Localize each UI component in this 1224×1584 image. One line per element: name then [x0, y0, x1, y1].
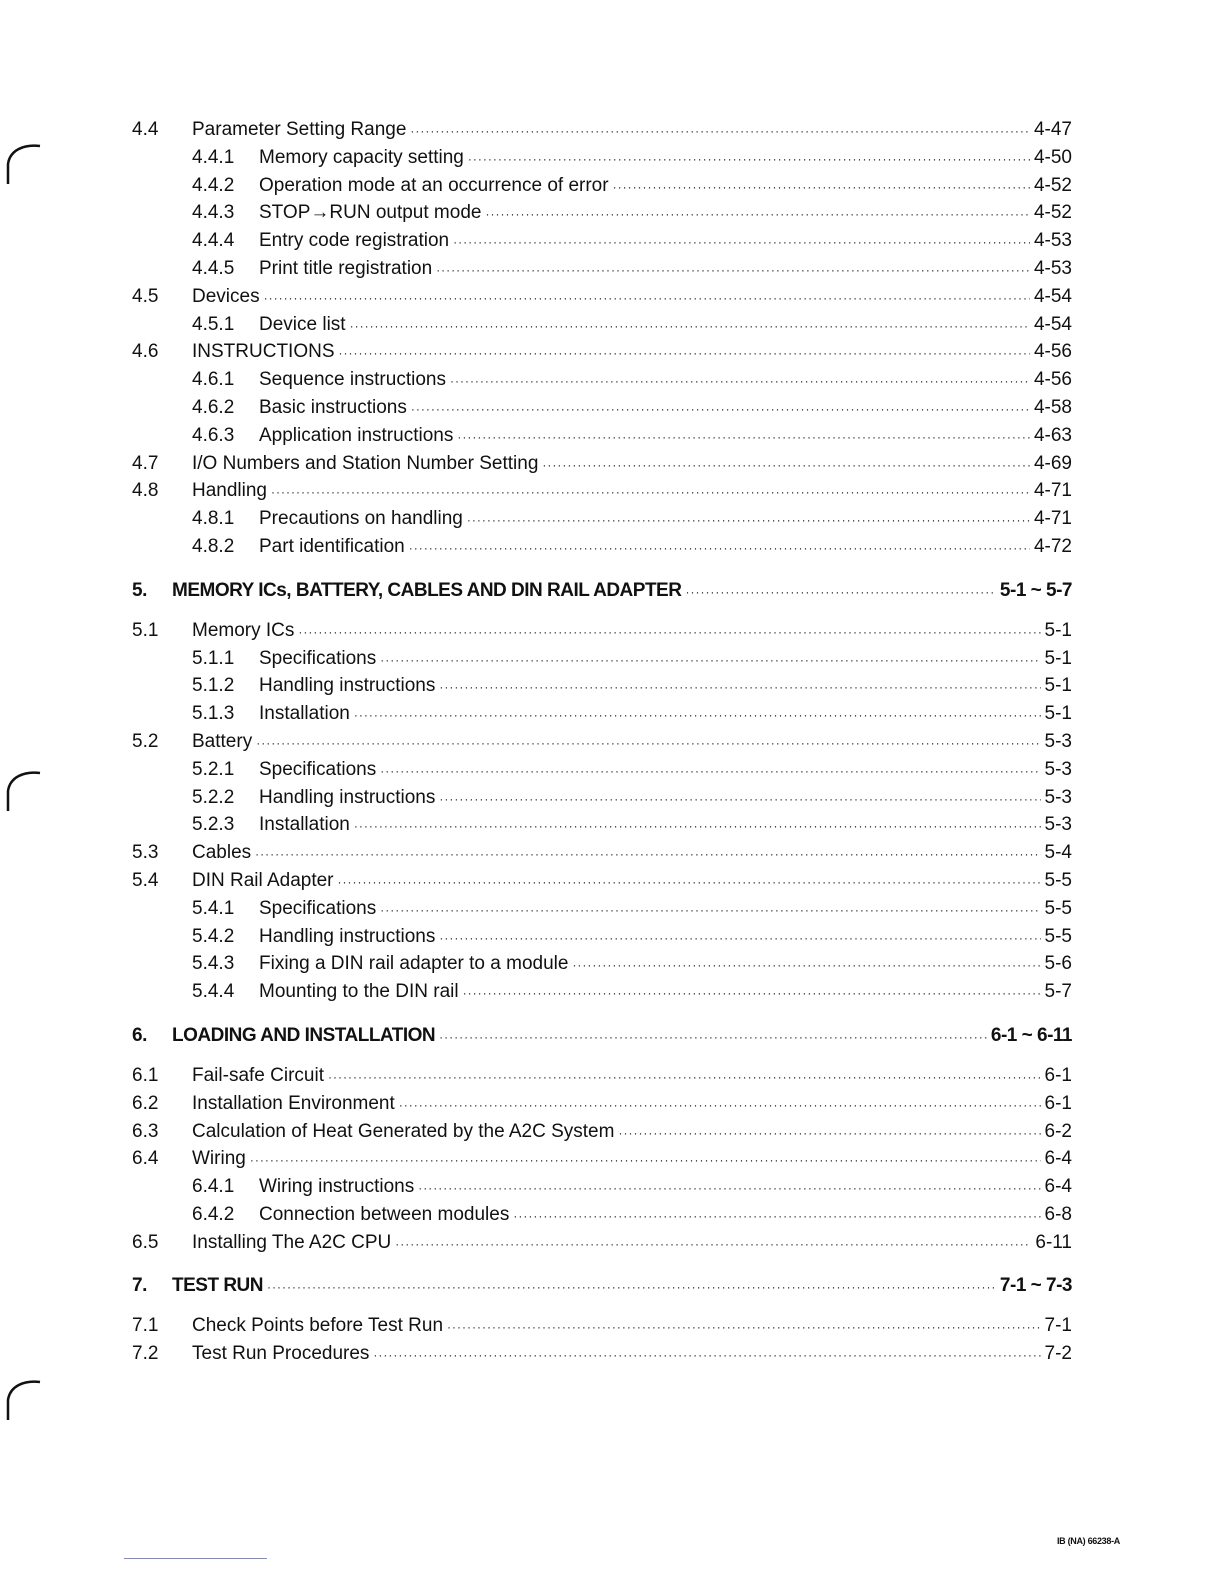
dot-leader: [264, 285, 1030, 313]
toc-entry[interactable]: [132, 978, 1072, 1006]
toc-entry-title: Specifications: [259, 758, 377, 780]
toc-entry-page: 4-71: [1033, 480, 1072, 502]
toc-entry-page: 6-1: [1044, 1092, 1072, 1114]
toc-entry[interactable]: [132, 1312, 1072, 1340]
toc-entry[interactable]: [132, 811, 1072, 839]
toc-entry-page: 5-5: [1044, 869, 1072, 891]
toc-entry-title: Sequence instructions: [259, 369, 446, 391]
dot-leader: [447, 1314, 1041, 1342]
toc-entry-page: 5-1: [1044, 675, 1072, 697]
dot-leader: [542, 452, 1030, 480]
toc-entry-title: Test Run Procedures: [192, 1343, 370, 1365]
toc-entry-title: Application instructions: [259, 424, 454, 446]
toc-entry-title: Memory capacity setting: [259, 146, 464, 168]
dot-leader: [409, 535, 1030, 563]
dot-leader: [513, 1203, 1040, 1231]
toc-entry[interactable]: [132, 1145, 1072, 1173]
toc-entry-page: 5-4: [1044, 842, 1072, 864]
dot-leader: [439, 674, 1040, 702]
toc-entry-number: 6.4: [132, 1148, 159, 1170]
toc-entry[interactable]: [132, 477, 1072, 505]
toc-entry[interactable]: [132, 450, 1072, 478]
toc-entry[interactable]: [132, 672, 1072, 700]
toc-entry[interactable]: [132, 227, 1072, 255]
toc-entry-number: 6.5: [132, 1231, 159, 1253]
toc-entry-title: Connection between modules: [259, 1203, 510, 1225]
dot-leader: [255, 841, 1040, 869]
toc-entry-page: 4-52: [1033, 174, 1072, 196]
binder-hole-mark: [2, 1374, 42, 1424]
dot-leader: [439, 1024, 987, 1052]
toc-entry-title: Specifications: [259, 897, 377, 919]
dot-leader: [685, 579, 995, 607]
toc-entry[interactable]: [132, 1062, 1072, 1090]
toc-entry-title: Check Points before Test Run: [192, 1315, 444, 1337]
toc-entry[interactable]: [132, 172, 1072, 200]
dot-leader: [411, 396, 1030, 424]
toc-entry-page: 5-1: [1044, 703, 1072, 725]
toc-entry-page: 4-53: [1033, 230, 1072, 252]
toc-chapter-entry[interactable]: [132, 577, 1072, 605]
toc-entry-page: 6-4: [1044, 1148, 1072, 1170]
toc-entry[interactable]: [132, 1201, 1072, 1229]
toc-entry[interactable]: [132, 1090, 1072, 1118]
dot-leader: [373, 1342, 1040, 1370]
dot-leader: [271, 479, 1030, 507]
toc-entry-page: 4-47: [1033, 119, 1072, 140]
toc-entry-title: INSTRUCTIONS: [192, 341, 335, 363]
toc-entry[interactable]: [132, 1173, 1072, 1201]
dot-leader: [439, 786, 1040, 814]
toc-entry-number: 4.7: [132, 452, 159, 474]
toc-entry-number: 5.4.1: [192, 897, 235, 919]
toc-entry-number: 4.4.4: [192, 230, 235, 252]
toc-entry-number: 5.1: [132, 619, 159, 641]
toc-entry[interactable]: [132, 255, 1072, 283]
toc-entry-number: 4.6.3: [192, 424, 235, 446]
toc-entry-number: 5.2.2: [192, 786, 235, 808]
dot-leader: [439, 925, 1040, 953]
toc-entry[interactable]: [132, 756, 1072, 784]
toc-entry[interactable]: [132, 116, 1072, 144]
toc-entry[interactable]: [132, 283, 1072, 311]
toc-entry-title: Entry code registration: [259, 230, 450, 252]
toc-entry-number: 4.6: [132, 341, 159, 363]
dot-leader: [436, 257, 1030, 285]
toc-entry-page: 5-3: [1044, 786, 1072, 808]
toc-entry-title: Memory ICs: [192, 619, 295, 641]
toc-entry-page: 4-69: [1033, 452, 1072, 474]
toc-entry-number: 4.8.1: [192, 508, 235, 530]
toc-entry-page: 6-4: [1044, 1176, 1072, 1198]
toc-entry-title: Installation: [259, 814, 350, 836]
toc-entry-page: 5-3: [1044, 730, 1072, 752]
toc-entry-title: Mounting to the DIN rail: [259, 981, 459, 1003]
dot-leader: [457, 424, 1030, 452]
dot-leader: [380, 758, 1040, 786]
toc-entry-page: 4-56: [1033, 369, 1072, 391]
toc-entry-page: 5-7: [1044, 981, 1072, 1003]
toc-entry-number: 4.4.3: [192, 202, 235, 224]
toc-entry-page: 4-71: [1033, 508, 1072, 530]
toc-entry-page: 6-1: [1044, 1064, 1072, 1086]
dot-leader: [618, 1120, 1040, 1148]
toc-entry[interactable]: [132, 950, 1072, 978]
dot-leader: [613, 174, 1030, 202]
toc-entry-title: Installation: [259, 703, 350, 725]
dot-leader: [467, 507, 1030, 535]
toc-entry-title: Print title registration: [259, 257, 433, 279]
toc-entry-number: 4.4.2: [192, 174, 235, 196]
dot-leader: [395, 1231, 1031, 1259]
toc-entry[interactable]: [132, 700, 1072, 728]
toc-entry-title: I/O Numbers and Station Number Setting: [192, 452, 539, 474]
toc-entry[interactable]: [132, 839, 1072, 867]
toc-entry-page: 5-1: [1044, 647, 1072, 669]
toc-entry-page: 7-1 ~ 7-3: [999, 1275, 1072, 1297]
toc-entry-page: 6-1 ~ 6-11: [990, 1024, 1072, 1046]
toc-entry[interactable]: [132, 422, 1072, 450]
toc-entry-number: 6.4.1: [192, 1176, 235, 1198]
toc-entry-page: 5-3: [1044, 814, 1072, 836]
toc-entry-page: 5-5: [1044, 925, 1072, 947]
toc-entry-title: DIN Rail Adapter: [192, 869, 334, 891]
toc-entry-title: Handling instructions: [259, 675, 436, 697]
toc-entry-page: 4-54: [1033, 313, 1072, 335]
toc-entry-page: 4-56: [1033, 341, 1072, 363]
toc-entry-page: 5-6: [1044, 953, 1072, 975]
toc-entry-number: 4.6.1: [192, 369, 235, 391]
toc-entry[interactable]: [132, 311, 1072, 339]
toc-entry-number: 5.1.1: [192, 647, 235, 669]
toc-entry-number: 5.2.3: [192, 814, 235, 836]
toc-entry[interactable]: [132, 645, 1072, 673]
toc-entry[interactable]: [132, 505, 1072, 533]
toc-entry-page: 7-2: [1044, 1343, 1072, 1365]
toc-entry[interactable]: [132, 617, 1072, 645]
toc-entry-number: 5.4.2: [192, 925, 235, 947]
toc-entry-title: Fail-safe Circuit: [192, 1064, 324, 1086]
toc-entry-title: Handling instructions: [259, 786, 436, 808]
toc-entry[interactable]: [132, 533, 1072, 561]
toc-entry-number: 4.8: [132, 480, 159, 502]
toc-entry-title: TEST RUN: [172, 1275, 263, 1297]
dot-leader: [463, 980, 1041, 1008]
toc-entry-number: 5.2.1: [192, 758, 235, 780]
toc-entry-number: 5.3: [132, 842, 159, 864]
toc-entry-page: 6-11: [1035, 1231, 1072, 1253]
toc-entry-number: 7.2: [132, 1343, 159, 1365]
toc-entry-number: 6.3: [132, 1120, 159, 1142]
toc-entry-title: MEMORY ICs, BATTERY, CABLES AND DIN RAIL ADAPTER: [172, 579, 682, 601]
toc-entry-title: STOP→RUN output mode: [259, 202, 482, 224]
toc-entry-page: 4-72: [1033, 535, 1072, 557]
toc-entry-title: Installing The A2C CPU: [192, 1231, 392, 1253]
toc-entry-number: 5.4.4: [192, 981, 235, 1003]
toc-entry[interactable]: [132, 1229, 1072, 1257]
toc-entry[interactable]: [132, 923, 1072, 951]
dot-leader: [338, 869, 1041, 897]
toc-entry-page: 6-2: [1044, 1120, 1072, 1142]
toc-entry[interactable]: [132, 144, 1072, 172]
binder-hole-mark: [2, 765, 42, 815]
toc-entry-title: Calculation of Heat Generated by the A2C System: [192, 1120, 615, 1142]
dot-leader: [328, 1064, 1041, 1092]
toc-entry-title: Precautions on handling: [259, 508, 463, 530]
toc-entry-page: 4-63: [1033, 424, 1072, 446]
dot-leader: [572, 952, 1040, 980]
dot-leader: [399, 1092, 1041, 1120]
toc-entry-number: 5.1.3: [192, 703, 235, 725]
toc-entry-page: 6-8: [1044, 1203, 1072, 1225]
table-of-contents: [132, 116, 1072, 1368]
toc-entry-number: 6.4.2: [192, 1203, 235, 1225]
dot-leader: [410, 118, 1030, 146]
toc-entry-title: Devices: [192, 285, 260, 307]
toc-entry-number: 5.2: [132, 730, 159, 752]
toc-entry[interactable]: [132, 1118, 1072, 1146]
toc-entry-title: Battery: [192, 730, 253, 752]
toc-entry-title: Installation Environment: [192, 1092, 395, 1114]
toc-entry-page: 5-1: [1044, 619, 1072, 641]
toc-entry-number: 7.: [132, 1275, 147, 1297]
toc-entry-number: 4.5.1: [192, 313, 235, 335]
dot-leader: [380, 897, 1040, 925]
toc-entry-title: Wiring: [192, 1148, 246, 1170]
toc-entry-title: LOADING AND INSTALLATION: [172, 1024, 436, 1046]
toc-entry-number: 5.1.2: [192, 675, 235, 697]
toc-entry-page: 5-5: [1044, 897, 1072, 919]
toc-entry-number: 5.4: [132, 869, 159, 891]
toc-entry-page: 7-1: [1044, 1315, 1072, 1337]
toc-entry-number: 5.4.3: [192, 953, 235, 975]
toc-entry-number: 4.4.1: [192, 146, 235, 168]
toc-entry[interactable]: [132, 199, 1072, 227]
toc-entry-title: Wiring instructions: [259, 1176, 415, 1198]
toc-entry-title: Cables: [192, 842, 252, 864]
toc-entry[interactable]: [132, 366, 1072, 394]
toc-entry[interactable]: [132, 394, 1072, 422]
binder-hole-mark: [2, 138, 42, 188]
toc-entry-page: 4-53: [1033, 257, 1072, 279]
toc-entry-page: 4-52: [1033, 202, 1072, 224]
dot-leader: [250, 1147, 1041, 1175]
dot-leader: [450, 368, 1030, 396]
toc-entry-page: 4-54: [1033, 285, 1072, 307]
dot-leader: [453, 229, 1030, 257]
toc-entry-number: 6.: [132, 1024, 147, 1046]
toc-chapter-entry[interactable]: [132, 1272, 1072, 1300]
toc-entry-title: Handling instructions: [259, 925, 436, 947]
dot-leader: [418, 1175, 1040, 1203]
toc-entry-title: Handling: [192, 480, 267, 502]
toc-entry-title: Specifications: [259, 647, 377, 669]
dot-leader: [468, 146, 1030, 174]
toc-entry-title: Part identification: [259, 535, 405, 557]
dot-leader: [256, 730, 1040, 758]
toc-entry-page: 4-50: [1033, 146, 1072, 168]
dot-leader: [267, 1274, 996, 1302]
dot-leader: [350, 313, 1030, 341]
toc-entry[interactable]: [132, 867, 1072, 895]
toc-entry-page: 5-1 ~ 5-7: [999, 579, 1072, 601]
toc-entry-page: 5-3: [1044, 758, 1072, 780]
toc-entry-number: 4.8.2: [192, 535, 235, 557]
toc-entry[interactable]: [132, 728, 1072, 756]
toc-entry-number: 6.2: [132, 1092, 159, 1114]
toc-entry-title: Parameter Setting Range: [192, 119, 407, 140]
toc-entry-number: 7.1: [132, 1315, 159, 1337]
toc-entry-number: 4.4.5: [192, 257, 235, 279]
toc-entry-title: Basic instructions: [259, 396, 407, 418]
toc-entry[interactable]: [132, 1340, 1072, 1368]
dot-leader: [298, 619, 1040, 647]
toc-entry-title: Device list: [259, 313, 346, 335]
toc-entry-page: 4-58: [1033, 396, 1072, 418]
footer-rule: [124, 1558, 267, 1559]
toc-entry[interactable]: [132, 784, 1072, 812]
toc-entry[interactable]: [132, 338, 1072, 366]
toc-entry-number: 6.1: [132, 1064, 159, 1086]
dot-leader: [380, 647, 1040, 675]
dot-leader: [339, 340, 1030, 368]
toc-entry-number: 4.4: [132, 119, 159, 140]
toc-entry[interactable]: [132, 895, 1072, 923]
toc-entry-title: Fixing a DIN rail adapter to a module: [259, 953, 569, 975]
toc-entry-title: Operation mode at an occurrence of error: [259, 174, 609, 196]
toc-entry-number: 4.5: [132, 285, 159, 307]
dot-leader: [485, 201, 1030, 229]
dot-leader: [354, 702, 1041, 730]
toc-chapter-entry[interactable]: [132, 1022, 1072, 1050]
document-code: IB (NA) 66238-A: [1056, 1536, 1120, 1546]
toc-entry-number: 4.6.2: [192, 396, 235, 418]
toc-entry-number: 5.: [132, 579, 147, 601]
dot-leader: [354, 813, 1041, 841]
